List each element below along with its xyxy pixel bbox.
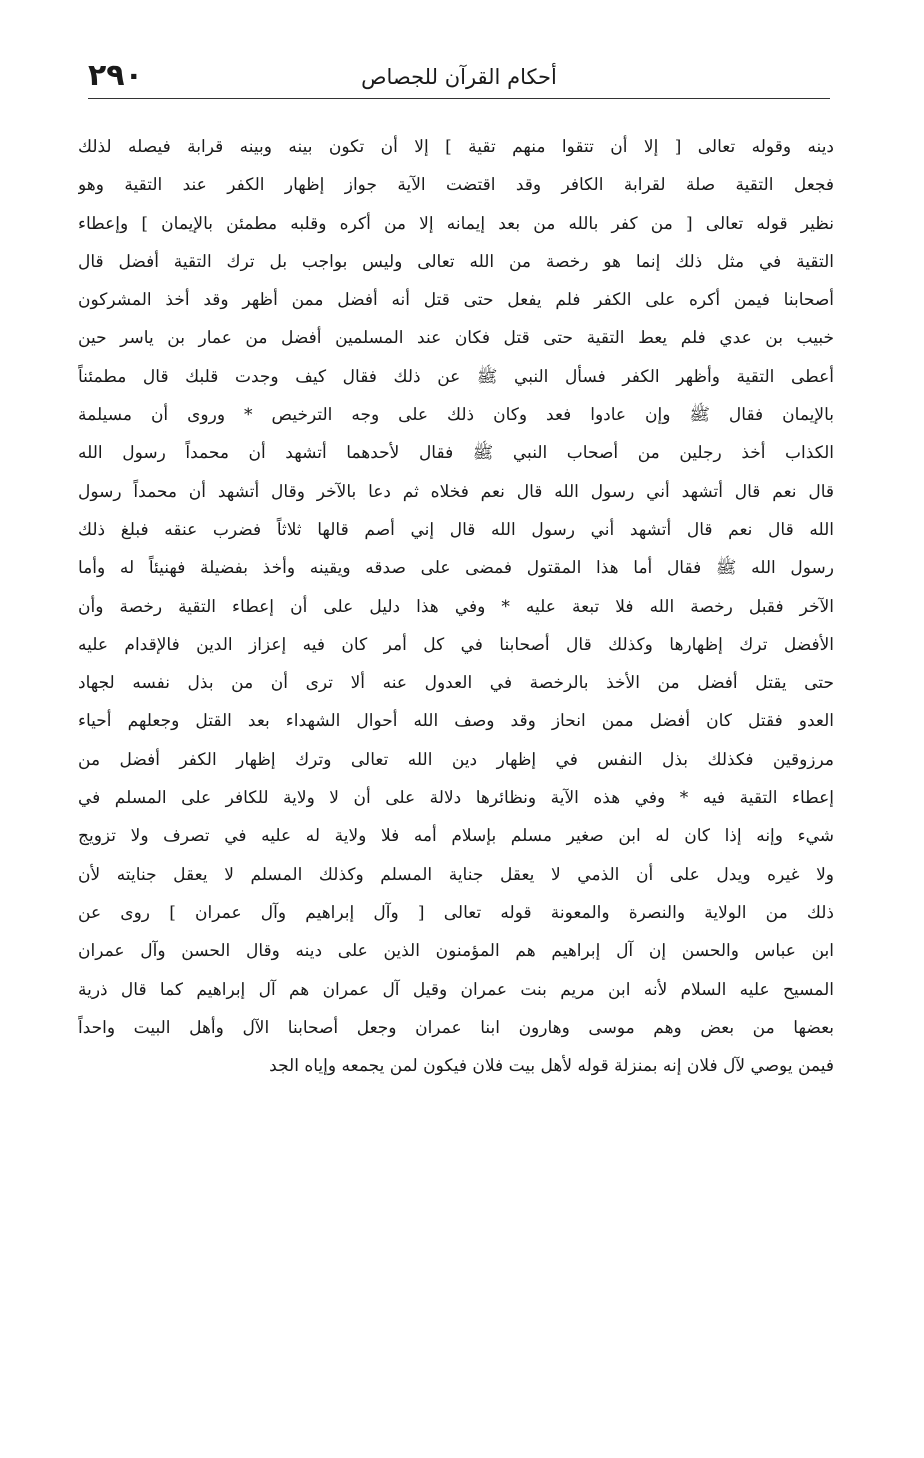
text-line: إعطاء التقية فيه * وفي هذه الآية ونظائرها دلالة على أن لا ولاية للكافر على المسلم في xyxy=(78,788,834,809)
text-line: حتى يقتل أفضل من الأخذ بالرخصة في العدول عنه ألا ترى أن من بذل نفسه لجهاد xyxy=(78,673,834,694)
text-line: رسول الله ﷺ فقال أما هذا المقتول فمضى على صدقه ويقينه وأخذ بفضيلة فهنيئاً له وأما xyxy=(78,558,834,579)
page-header xyxy=(88,58,830,102)
text-line: بالإيمان فقال ﷺ وإن عادوا فعد وكان ذلك على وجه الترخيص * وروى أن مسيلمة xyxy=(78,405,834,426)
running-head: أحكام القرآن للجصاص xyxy=(361,65,557,89)
page-number: ٢٩٠ xyxy=(88,58,143,93)
text-line: التقية في مثل ذلك إنما هو رخصة من الله تعالى وليس بواجب بل ترك التقية أفضل قال xyxy=(78,251,834,272)
text-line: الأفضل ترك إظهارها وكذلك قال أصحابنا في كل أمر كان فيه إعزاز الدين فالإقدام عليه xyxy=(78,634,834,655)
text-line: دينه وقوله تعالى [ إلا أن تتقوا منهم تقية ] إلا أن تكون بينه وبينه قرابة فيصله لذلك xyxy=(78,137,834,157)
text-line: فيمن يوصي لآل فلان إنه بمنزلة قوله لأهل بيت فلان فيكون لمن يجمعه وإياه الجد xyxy=(269,1056,834,1077)
text-line: ذلك من الولاية والنصرة والمعونة قوله تعالى [ وآل إبراهيم وآل عمران ] روى عن xyxy=(78,902,834,923)
body-text xyxy=(78,128,834,1085)
text-line: خبيب بن عدي فلم يعط التقية حتى قتل فكان عند المسلمين أفضل من عمار بن ياسر حين xyxy=(78,328,834,349)
text-line: الله قال نعم قال أتشهد أني رسول الله قال إني أصم قالها ثلاثاً فضرب عنقه فبلغ ذلك xyxy=(78,519,834,540)
text-line: شيء وإنه إذا كان له ابن صغير مسلم بإسلام أمه فلا ولاية له عليه في تصرف ولا تزويج xyxy=(78,826,834,847)
text-line: مرزوقين فكذلك بذل النفس في إظهار دين الله تعالى وترك إظهار الكفر أفضل من xyxy=(78,749,834,770)
text-line: أعطى التقية وأظهر الكفر فسأل النبي ﷺ عن ذلك فقال كيف وجدت قلبك قال مطمئناً xyxy=(78,366,834,387)
text-line: ولا غيره ويدل على أن الذمي لا يعقل جناية المسلم وكذلك المسلم لا يعقل جنايته لأن xyxy=(78,864,834,885)
text-line: بعضها من بعض وهم موسى وهارون ابنا عمران وجعل أصحابنا الآل وأهل البيت واحداً xyxy=(78,1017,834,1038)
text-line: المسيح عليه السلام لأنه ابن مريم بنت عمران وقيل آل عمران هم آل إبراهيم كما قال ذرية xyxy=(78,979,834,1000)
text-line: الكذاب أخذ رجلين من أصحاب النبي ﷺ فقال لأحدهما أتشهد أن محمداً رسول الله xyxy=(78,443,834,464)
text-line: الآخر فقبل رخصة الله فلا تبعة عليه * وفي هذا دليل على أن إعطاء التقية رخصة وأن xyxy=(78,596,834,617)
text-line: فجعل التقية صلة لقرابة الكافر وقد اقتضت الآية جواز إظهار الكفر عند التقية وهو xyxy=(78,175,834,196)
text-line: أصحابنا فيمن أكره على الكفر فلم يفعل حتى قتل أنه أفضل ممن أظهر وقد أخذ المشركون xyxy=(78,290,834,311)
text-line: قال نعم قال أتشهد أني رسول الله قال نعم فخلاه ثم دعا بالآخر وقال أتشهد أن محمداً رسول xyxy=(78,481,834,502)
text-line: ابن عباس والحسن إن آل إبراهيم هم المؤمنون الذين على دينه وقال الحسن وآل عمران xyxy=(78,941,834,962)
text-line: العدو فقتل كان أفضل ممن انحاز وقد وصف الله أحوال الشهداء بعد القتل وجعلهم أحياء xyxy=(78,711,834,732)
header-rule xyxy=(88,98,830,99)
text-line: نظير قوله تعالى [ من كفر بالله من بعد إيمانه إلا من أكره وقلبه مطمئن بالإيمان ] وإعطاء xyxy=(78,213,834,234)
